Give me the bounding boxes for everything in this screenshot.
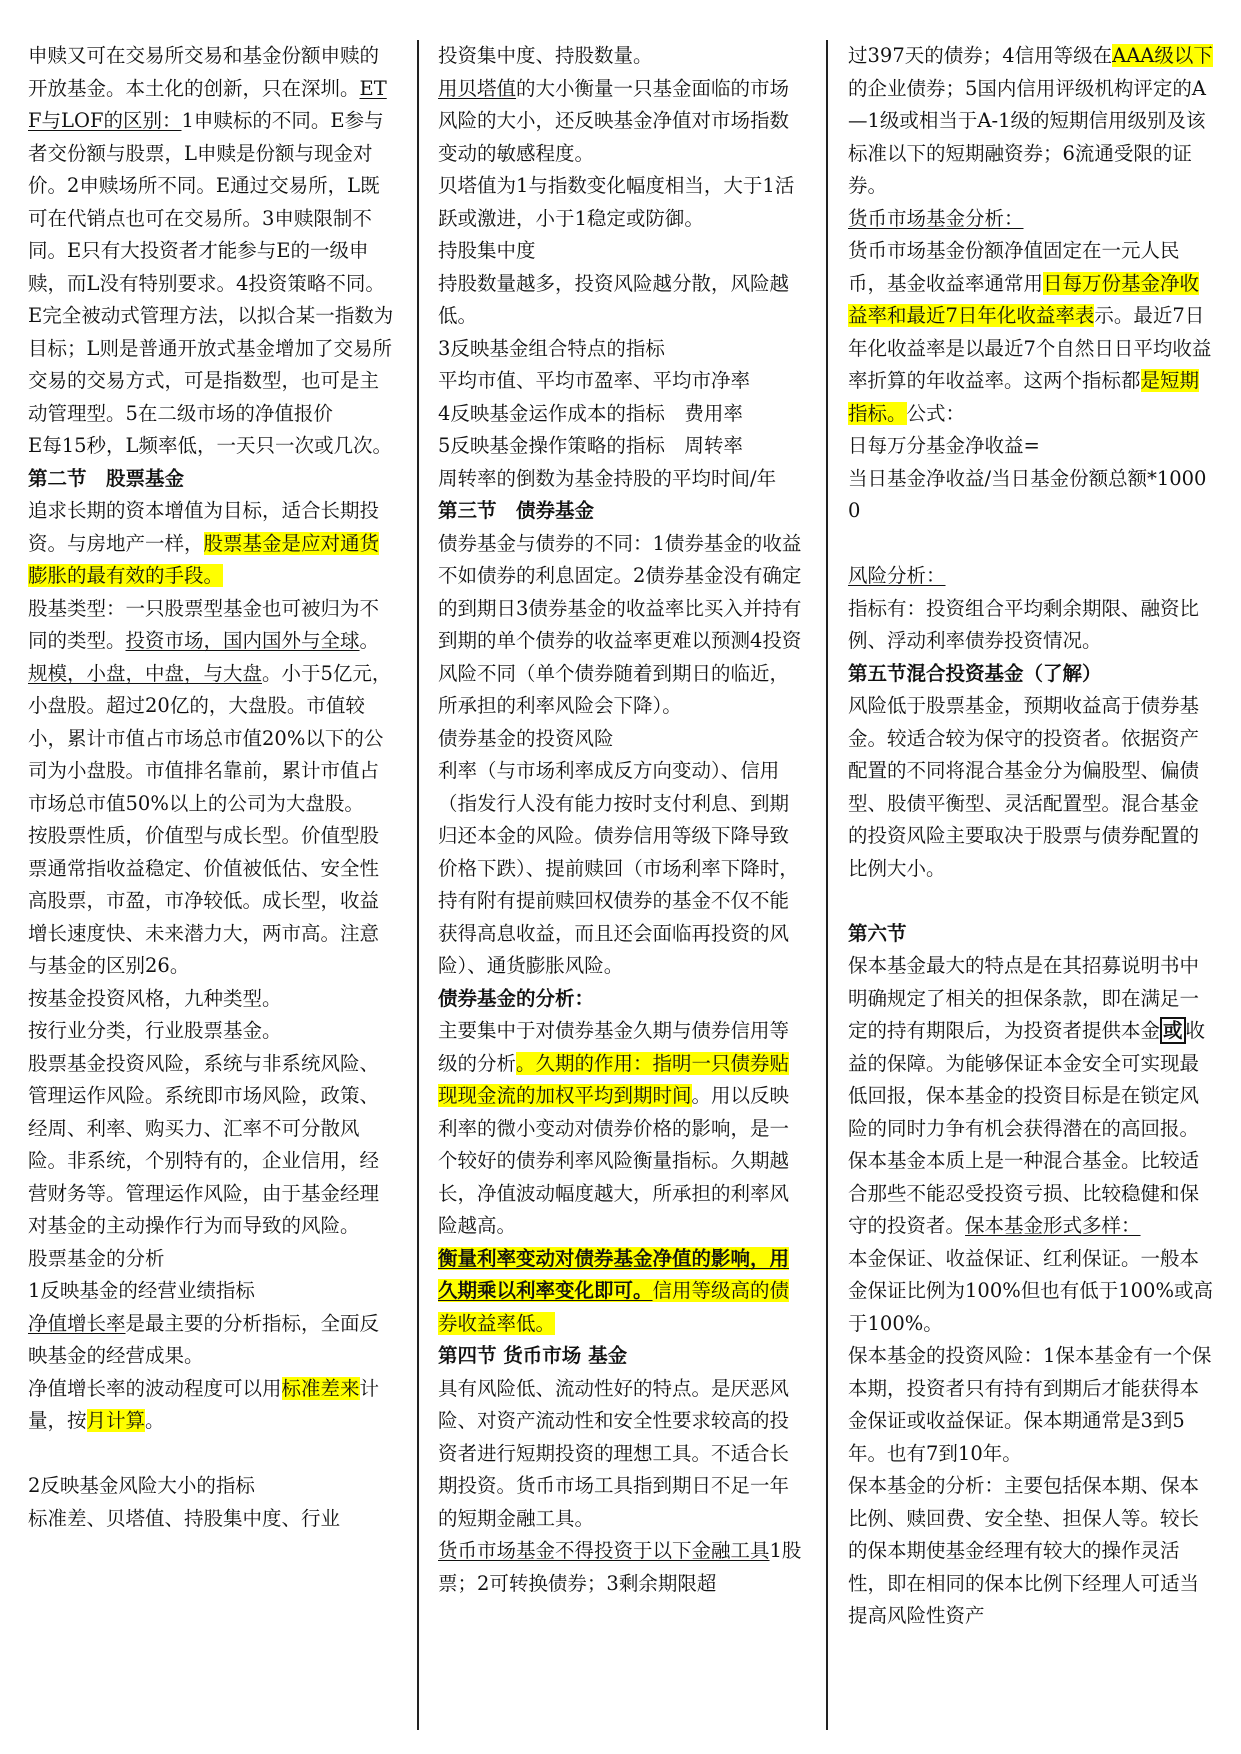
paragraph: [438, 333, 806, 366]
text-run: 的大小衡量一只基金面临的市场风险的大小，还反映基金净值对市场指数变动的敏感程度。: [438, 76, 790, 165]
text-run: 追求长期的资本增值为目标，适合长期投资。与房地产一样，: [28, 499, 380, 555]
text-run: 货币市场基金份额净值固定在一元人民币，基金收益率通常用: [848, 239, 1180, 295]
text-run: 2反映基金风险大小的指标: [28, 1474, 255, 1497]
highlighted-text: AAA级以下: [1112, 44, 1213, 67]
text-run: 债券基金的分析：: [438, 986, 595, 1010]
blank-line: [848, 528, 1216, 561]
text-run: 持股数量越多，投资风险越分散，风险越低。: [438, 271, 790, 327]
text-column-3: [848, 40, 1216, 1633]
text-run: 股基类型：一只股票型基金也可被归为不同的类型。: [28, 596, 380, 652]
text-run: 本金保证、收益保证、红利保证。一般本金保证比例为100%但也有低于100%或高于100%。: [848, 1246, 1213, 1335]
paragraph: [438, 1015, 806, 1243]
paragraph: [438, 755, 806, 983]
paragraph: [848, 950, 1216, 1243]
text-run: 第四节 货币市场 基金: [438, 1344, 628, 1367]
paragraph: [848, 560, 1216, 593]
paragraph: [28, 40, 396, 430]
text-run: 是最主要的分析指标，全面反映基金的经营成果。: [28, 1311, 380, 1367]
text-run: 1股票；2可转换债券；3剩余期限超: [438, 1539, 802, 1595]
paragraph: [28, 495, 396, 593]
text-column-1: [28, 40, 396, 1535]
paragraph: [438, 723, 806, 756]
text-run: 主要集中于对债券基金久期与债券信用等级的分析: [438, 1019, 790, 1075]
paragraph: [438, 365, 806, 398]
highlighted-text: 股票基金是应对通货膨胀的最有效的手段。: [28, 531, 380, 587]
text-run: 持股集中度: [438, 239, 536, 262]
paragraph: [438, 268, 806, 333]
paragraph: [848, 203, 1216, 236]
underlined-text: 货币市场基金分析：: [848, 206, 1024, 230]
paragraph: [438, 40, 806, 73]
text-run: 4反映基金运作成本的指标 费用率: [438, 401, 743, 425]
paragraph: [848, 430, 1216, 463]
text-run: 公式：: [906, 401, 966, 425]
text-run: 。: [145, 1409, 165, 1432]
paragraph: [28, 1470, 396, 1503]
paragraph: [438, 1373, 806, 1536]
text-run: 日每万分基金净收益=: [848, 434, 1040, 457]
text-run: 平均市值、平均市盈率、平均市净率: [438, 369, 751, 392]
highlighted-text: 日每万份基金净收益率和最近7日年化收益率表: [848, 271, 1200, 327]
text-run: 计量，按: [28, 1376, 380, 1432]
text-run: 具有风险低、流动性好的特点。是厌恶风险、对资产流动性和安全性要求较高的投资者进行短期投资的理想工具。不适合长期投资。货币市场工具指到期日不足一年的短期金融工具。: [438, 1376, 790, 1530]
text-run: 第三节 债券基金: [438, 499, 595, 522]
section-heading: [28, 463, 396, 496]
text-run: 股票基金的分析: [28, 1246, 165, 1270]
section-heading: [438, 495, 806, 528]
text-run: 第六节: [848, 921, 907, 945]
underlined-text: 用贝塔值: [438, 76, 517, 100]
paragraph: [28, 593, 396, 821]
text-run: E每15秒，L频率低，一天只一次或几次。: [28, 434, 392, 457]
text-run: 保本基金最大的特点是在其招募说明书中明确规定了相关的担保条款，即在满足一定的持有期限后，为投资者提供本金: [848, 954, 1200, 1042]
paragraph: [28, 983, 396, 1016]
text-run: 股票基金投资风险，系统与非系统风险、管理运作风险。系统即市场风险，政策、经周、利率、购买力、汇率不可分散风险。非系统，个别特有的，企业信用，经营财务等。管理运作风险，由于基金经理对基金的主动操作行为而导致的风险。: [28, 1051, 380, 1237]
underlined-text: 投资市场，国内国外与全球: [125, 629, 360, 652]
paragraph: [848, 593, 1216, 658]
underlined-text: 风险分析：: [848, 564, 946, 587]
paragraph: [848, 40, 1216, 203]
column-divider-1: [417, 40, 419, 1730]
paragraph: [28, 820, 396, 983]
section-heading: [438, 983, 806, 1016]
paragraph: [28, 430, 396, 463]
paragraph: [438, 73, 806, 171]
text-run: 按行业分类，行业股票基金。: [28, 1019, 282, 1042]
paragraph: [438, 463, 806, 496]
text-run: 第五节混合投资基金（了解）: [848, 661, 1102, 685]
text-column-2: [438, 40, 806, 1600]
text-run: 投资集中度、持股数量。: [438, 44, 653, 67]
paragraph: [28, 1243, 396, 1276]
paragraph: [848, 235, 1216, 430]
text-run: 1申赎标的不同。E参与者交份额与股票，L申赎是份额与现金对价。2申赎场所不同。E通过交易所，L既可在代销点也可在交易所。3申赎限制不同。E只有大投资者才能参与E的一级申赎，而L没有特别要求。4投资策略不同。E完全被动式管理方法，以拟合某一指数为目标；L则是普通开放式基金增加了交易所交易的交易方式，可是指数型，也可是主动管理型。5在二级市场的净值报价: [28, 109, 394, 425]
paragraph: [848, 463, 1216, 528]
boxed-text: 或: [1160, 1017, 1186, 1044]
text-run: 1反映基金的经营业绩指标: [28, 1279, 255, 1302]
text-run: 净值增长率的波动程度可以用: [28, 1376, 282, 1400]
text-run: 债券基金与债券的不同：1债券基金的收益不如债券的利息固定。2债券基金没有确定的到期日3债券基金的收益率比买入并持有到期的单个债券的收益率更难以预测4投资风险不同（单个债券随着到期日的临近，所承担的利率风险会下降）。: [438, 531, 802, 717]
text-run: 周转率的倒数为基金持股的平均时间/年: [438, 466, 777, 490]
underlined-text: 货币市场基金不得投资于以下金融工具: [438, 1539, 770, 1562]
text-run: 按基金投资风格，九种类型。: [28, 986, 282, 1010]
paragraph: [28, 1015, 396, 1048]
text-run: 贝塔值为1与指数变化幅度相当，大于1活跃或激进，小于1稳定或防御。: [438, 174, 795, 230]
text-run: 。: [359, 629, 380, 652]
text-run: 保本基金的投资风险：1保本基金有一个保本期，投资者只有持有到期后才能获得本金保证或收益保证。保本期通常是3到5年。也有7到10年。: [848, 1344, 1212, 1465]
blank-line: [28, 1438, 396, 1471]
highlighted-text: 。久期的作用：指明一只债券贴现现金流的加权平均到期时间: [438, 1051, 790, 1107]
paragraph: [28, 1373, 396, 1438]
paragraph: [438, 1535, 806, 1600]
text-run: 3反映基金组合特点的指标: [438, 336, 665, 360]
paragraph: [28, 1308, 396, 1373]
paragraph: [28, 1275, 396, 1308]
section-heading: [848, 658, 1216, 691]
paragraph: [848, 1470, 1216, 1633]
paragraph: [848, 1340, 1216, 1470]
paragraph: [848, 690, 1216, 885]
paragraph: [438, 398, 806, 431]
text-run: 收益的保障。为能够保证本金安全可实现最低回报，保本基金的投资目标是在锁定风险的同时力争有机会获得潜在的高回报。保本基金本质上是一种混合基金。比较适合那些不能忍受投资亏损、比较稳健和保守的投资者。: [848, 1019, 1206, 1237]
paragraph: [28, 1048, 396, 1243]
text-run: 申赎又可在交易所交易和基金份额申赎的开放基金。本土化的创新，只在深圳。: [28, 44, 380, 100]
section-heading: [438, 1340, 806, 1373]
blank-line: [848, 885, 1216, 918]
highlighted-text: 衡量利率变动对债券基金净值的影响，用久期乘以利率变化即可。: [438, 1246, 790, 1302]
paragraph: [28, 1503, 396, 1536]
highlighted-text: 标准差来: [281, 1376, 360, 1400]
underlined-text: 保本基金形式多样：: [965, 1214, 1141, 1237]
text-run: 按股票性质，价值型与成长型。价值型股票通常指收益稳定、价值被低估、安全性高股票，市盈，市净较低。成长型，收益增长速度快、未来潜力大，两市高。注意与基金的区别26。: [28, 824, 380, 977]
text-run: 保本基金的分析：主要包括保本期、保本比例、赎回费、安全垫、担保人等。较长的保本期使基金经理有较大的操作灵活性，即在相同的保本比例下经理人可适当提高风险性资产: [848, 1474, 1200, 1627]
section-heading: [848, 918, 1216, 951]
paragraph: [438, 235, 806, 268]
paragraph: [438, 170, 806, 235]
highlighted-text: 信用等级高的债券收益率低。: [438, 1279, 790, 1335]
text-run: 第二节 股票基金: [28, 466, 185, 490]
text-run: 利率（与市场利率成反方向变动）、信用（指发行人没有能力按时支付利息、到期归还本金的风险。债券信用等级下降导致价格下跌）、提前赎回（市场利率下降时，持有附有提前赎回权债券的基金不仅不能获得高息收益，而且还会面临再投资的风险）、通货膨胀风险。: [438, 759, 799, 977]
paragraph: [438, 430, 806, 463]
text-run: 5反映基金操作策略的指标 周转率: [438, 434, 743, 457]
text-run: 标准差、贝塔值、持股集中度、行业: [28, 1506, 341, 1530]
paragraph: [848, 1243, 1216, 1341]
text-run: 。用以反映利率的微小变动对债券价格的影响，是一个较好的债券利率风险衡量指标。久期越长，净值波动幅度越大，所承担的利率风险越高。: [438, 1084, 790, 1237]
text-run: 指标有：投资组合平均剩余期限、融资比例、浮动利率债券投资情况。: [848, 596, 1200, 652]
underlined-text: 规模，小盘，中盘，与大盘: [28, 661, 263, 685]
underlined-text: 净值增长率: [28, 1311, 126, 1335]
underlined-text: ETF与LOF的区别：: [28, 76, 387, 132]
paragraph: [438, 1243, 806, 1341]
highlighted-text: 月计算: [86, 1409, 146, 1432]
text-run: 债券基金的投资风险: [438, 726, 614, 750]
highlighted-text: 是短期指标。: [848, 369, 1200, 425]
text-run: 风险低于股票基金，预期收益高于债券基金。较适合较为保守的投资者。依据资产配置的不同将混合基金分为偏股型、偏债型、股债平衡型、灵活配置型。混合基金的投资风险主要取决于股票与债券配置的比例大小。: [848, 694, 1200, 880]
text-run: 过397天的债券；4信用等级在: [848, 44, 1113, 67]
text-run: 。小于5亿元，小盘股。超过20亿的，大盘股。市值较小，累计市值占市场总市值20%以下的公司为小盘股。市值排名靠前，累计市值占市场总市值50%以上的公司为大盘股。: [28, 661, 392, 815]
text-run: 示。最近7日年化收益率是以最近7个自然日日平均收益率折算的年收益率。这两个指标都: [848, 304, 1212, 392]
paragraph: [438, 528, 806, 723]
text-run: 的企业债券；5国内信用评级机构评定的A—1级或相当于A-1级的短期信用级别及该标准以下的短期融资券；6流通受限的证券。: [848, 76, 1206, 197]
column-divider-2: [826, 40, 828, 1730]
text-run: 当日基金净收益/当日基金份额总额*10000: [848, 466, 1207, 522]
